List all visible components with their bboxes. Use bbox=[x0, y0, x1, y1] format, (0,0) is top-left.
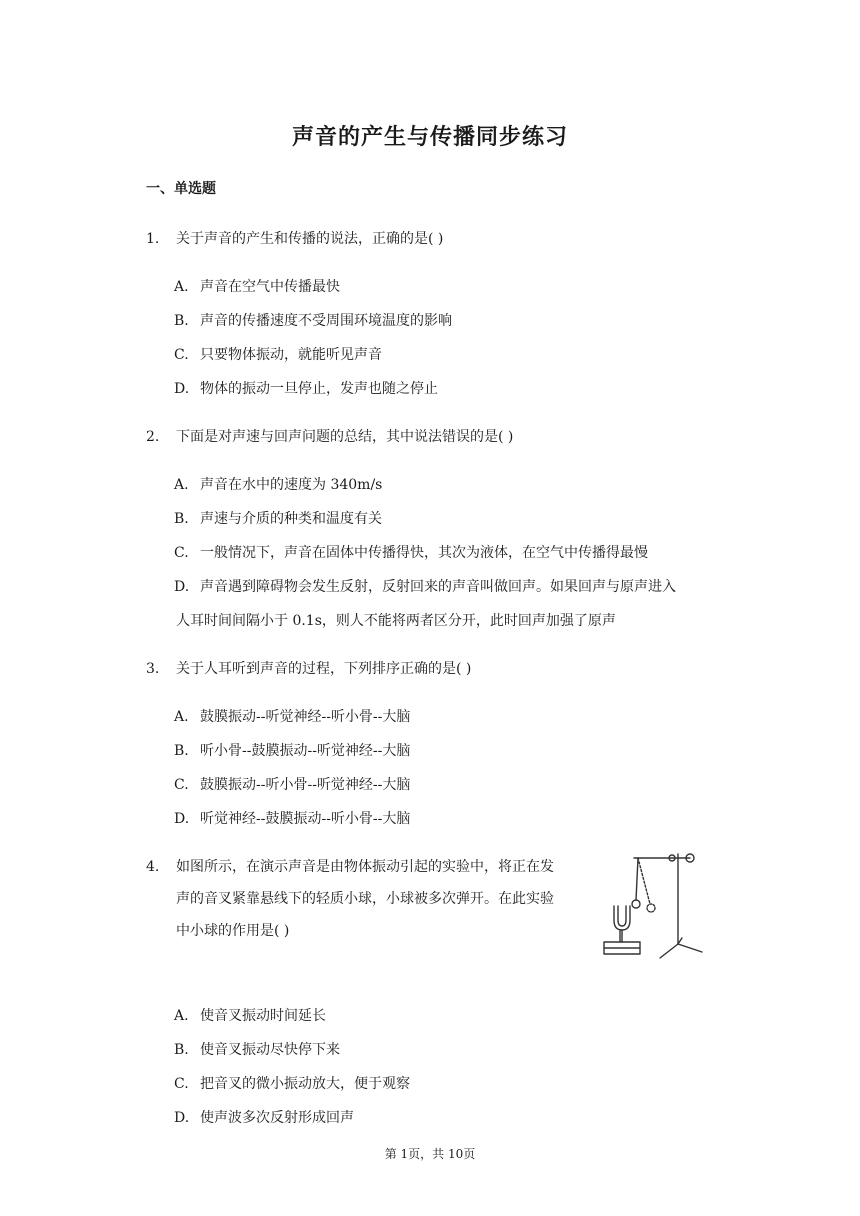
page-title: 声音的产生与传播同步练习 bbox=[291, 125, 568, 150]
option-text: 鼓膜振动--听觉神经--听小骨--大脑 bbox=[200, 709, 411, 725]
option-letter: C. bbox=[174, 347, 189, 363]
option-letter: D. bbox=[174, 579, 190, 595]
option-letter: B. bbox=[174, 313, 189, 329]
option-letter: D. bbox=[174, 381, 190, 397]
option-text: 只要物体振动，就能听见声音 bbox=[200, 347, 382, 363]
option-letter: B. bbox=[174, 743, 189, 759]
option-text: 使声波多次反射形成回声 bbox=[200, 1110, 354, 1126]
question-stem: 关于人耳听到声音的过程，下列排序正确的是( ) bbox=[176, 661, 472, 677]
option-4b bbox=[174, 1040, 340, 1060]
option-text: 听小骨--鼓膜振动--听觉神经--大脑 bbox=[200, 743, 411, 759]
option-letter: A. bbox=[174, 709, 189, 725]
option-text: 声音的传播速度不受周围环境温度的影响 bbox=[200, 313, 452, 329]
option-text: 把音叉的微小振动放大，便于观察 bbox=[200, 1076, 410, 1092]
tuning-fork-pendulum-figure bbox=[598, 848, 710, 962]
option-text: 物体的振动一旦停止，发声也随之停止 bbox=[200, 381, 438, 397]
stand-leg bbox=[660, 944, 678, 958]
stand-leg bbox=[678, 944, 702, 952]
stem-line: 如图所示，在演示声音是由物体振动引起的实验中，将正在发 bbox=[176, 859, 554, 875]
option-letter: C. bbox=[174, 545, 189, 561]
option-2c bbox=[174, 543, 648, 563]
option-letter: D. bbox=[174, 1110, 190, 1126]
option-text: 听觉神经--鼓膜振动--听小骨--大脑 bbox=[200, 811, 411, 827]
option-1b bbox=[174, 311, 452, 331]
option-letter: A. bbox=[174, 1008, 189, 1024]
option-text: 声音在空气中传播最快 bbox=[200, 279, 340, 295]
pendulum-ball bbox=[632, 900, 640, 908]
option-letter: D. bbox=[174, 811, 190, 827]
question-stem bbox=[176, 851, 596, 947]
section-heading: 一、单选题 bbox=[146, 181, 216, 197]
option-text: 声音在水中的速度为 340m/s bbox=[200, 477, 383, 493]
option-letter: C. bbox=[174, 777, 189, 793]
option-letter: B. bbox=[174, 1042, 189, 1058]
option-letter: B. bbox=[174, 511, 189, 527]
option-1a bbox=[174, 277, 340, 297]
option-text: 声音遇到障碍物会发生反射，反射回来的声音叫做回声。如果回声与原声进入 bbox=[200, 579, 676, 595]
question-stem: 下面是对声速与回声问题的总结，其中说法错误的是( ) bbox=[176, 429, 514, 445]
option-2a bbox=[174, 475, 382, 495]
option-2d-continuation: 人耳时间间隔小于 0.1s，则人不能将两者区分开，此时回声加强了原声 bbox=[176, 613, 616, 629]
option-text: 一般情况下，声音在固体中传播得快，其次为液体，在空气中传播得最慢 bbox=[200, 545, 648, 561]
stem-line: 声的音叉紧靠悬线下的轻质小球，小球被多次弹开。在此实验 bbox=[176, 891, 554, 907]
stem-line: 中小球的作用是( ) bbox=[176, 923, 290, 939]
option-4c bbox=[174, 1074, 410, 1094]
option-text: 使音叉振动时间延长 bbox=[200, 1008, 326, 1024]
displaced-ball bbox=[647, 904, 655, 912]
question-stem: 关于声音的产生和传播的说法，正确的是( ) bbox=[176, 231, 444, 247]
option-text: 使音叉振动尽快停下来 bbox=[200, 1042, 340, 1058]
option-2d bbox=[174, 577, 676, 597]
option-3d bbox=[174, 809, 410, 829]
option-4a bbox=[174, 1006, 326, 1026]
option-1c bbox=[174, 345, 382, 365]
option-4d bbox=[174, 1108, 354, 1128]
page-footer: 第 1页，共 10页 bbox=[384, 1147, 476, 1161]
question-number: 4. bbox=[146, 859, 160, 875]
pendulum-string bbox=[636, 858, 638, 900]
option-2b bbox=[174, 509, 382, 529]
option-1d bbox=[174, 379, 438, 399]
option-letter: C. bbox=[174, 1076, 189, 1092]
option-3b bbox=[174, 741, 410, 761]
question-number: 3. bbox=[146, 661, 160, 677]
question-number: 2. bbox=[146, 429, 160, 445]
option-letter: A. bbox=[174, 279, 189, 295]
option-3a bbox=[174, 707, 410, 727]
tuning-fork-inner bbox=[618, 906, 626, 926]
option-letter: A. bbox=[174, 477, 189, 493]
question-number: 1. bbox=[146, 231, 160, 247]
option-text: 鼓膜振动--听小骨--听觉神经--大脑 bbox=[200, 777, 411, 793]
option-text: 声速与介质的种类和温度有关 bbox=[200, 511, 382, 527]
displaced-string bbox=[638, 858, 650, 904]
option-3c bbox=[174, 775, 410, 795]
